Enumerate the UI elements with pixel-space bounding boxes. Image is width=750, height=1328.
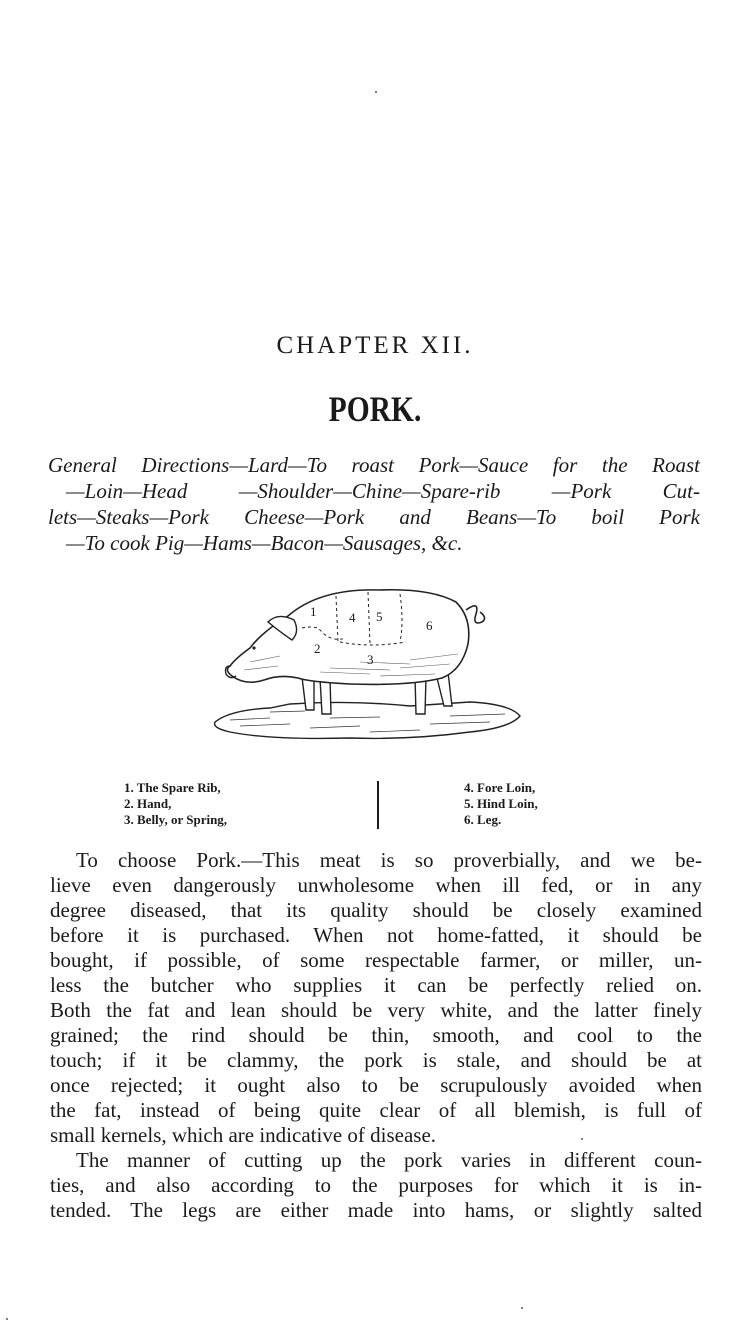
print-speck	[6, 1318, 8, 1320]
pig-tail	[466, 606, 485, 623]
cut-number-2: 2	[314, 641, 321, 656]
synopsis-line: —To cook Pig—Hams—Bacon—Sausages, &c.	[66, 531, 463, 555]
pig-body	[227, 590, 468, 685]
synopsis-line: —Loin—Head —Shoulder—Chine—Spare-rib —Pork Cut-	[66, 479, 700, 503]
body-line: touch; if it be clammy, the pork is stale, and should be at	[50, 1048, 702, 1072]
legend-item: 5. Hind Loin,	[464, 796, 538, 811]
print-speck	[581, 1138, 583, 1140]
pig-eye	[252, 646, 255, 649]
legend-item: 1. The Spare Rib,	[124, 780, 221, 795]
chapter-heading: CHAPTER XII.	[276, 332, 474, 359]
cut-number-1: 1	[310, 604, 317, 619]
legend-divider	[377, 781, 379, 829]
body-line: degree diseased, that its quality should be closely examined	[50, 898, 702, 922]
body-line: the fat, instead of being quite clear of all blemish, is full of	[50, 1098, 702, 1122]
cuts-legend-left	[124, 780, 227, 828]
print-speck	[375, 91, 377, 93]
body-line: less the butcher who supplies it can be perfectly relied on.	[50, 973, 702, 997]
body-text	[50, 848, 702, 1223]
cuts-legend-right	[464, 780, 538, 828]
body-line: once rejected; it ought also to be scrupulously avoided when	[50, 1073, 702, 1097]
print-speck	[521, 1307, 523, 1309]
cut-number-4: 4	[349, 610, 356, 625]
legend-item: 4. Fore Loin,	[464, 780, 536, 795]
body-line: The manner of cutting up the pork varies in different coun-	[76, 1148, 702, 1172]
legend-item: 2. Hand,	[124, 796, 172, 811]
cut-number-3: 3	[367, 652, 374, 667]
cut-number-6: 6	[426, 618, 433, 633]
legend-item: 6. Leg.	[464, 812, 502, 827]
chapter-synopsis	[48, 452, 700, 556]
body-line: small kernels, which are indicative of disease.	[50, 1123, 437, 1147]
body-line: grained; the rind should be thin, smooth, and cool to the	[50, 1023, 702, 1047]
cut-number-5: 5	[376, 609, 383, 624]
body-line: before it is purchased. When not home-fatted, it should be	[50, 923, 702, 947]
body-line: tended. The legs are either made into hams, or slightly salted	[50, 1198, 702, 1222]
pig-cuts-illustration	[210, 582, 525, 752]
synopsis-line: lets—Steaks—Pork Cheese—Pork and Beans—To boil Pork	[48, 505, 700, 529]
legend-item: 3. Belly, or Spring,	[124, 812, 228, 827]
body-line: To choose Pork.—This meat is so proverbially, and we be-	[76, 848, 702, 872]
synopsis-line: General Directions—Lard—To roast Pork—Sauce for the Roast	[48, 453, 700, 477]
body-line: Both the fat and lean should be very white, and the latter finely	[50, 998, 702, 1022]
body-line: ties, and also according to the purposes for which it is in-	[50, 1173, 702, 1197]
body-line: bought, if possible, of some respectable farmer, or miller, un-	[50, 948, 702, 972]
body-line: lieve even dangerously unwholesome when ill fed, or in any	[50, 873, 702, 897]
ground-shadow	[215, 702, 520, 738]
chapter-title: PORK.	[328, 389, 422, 429]
